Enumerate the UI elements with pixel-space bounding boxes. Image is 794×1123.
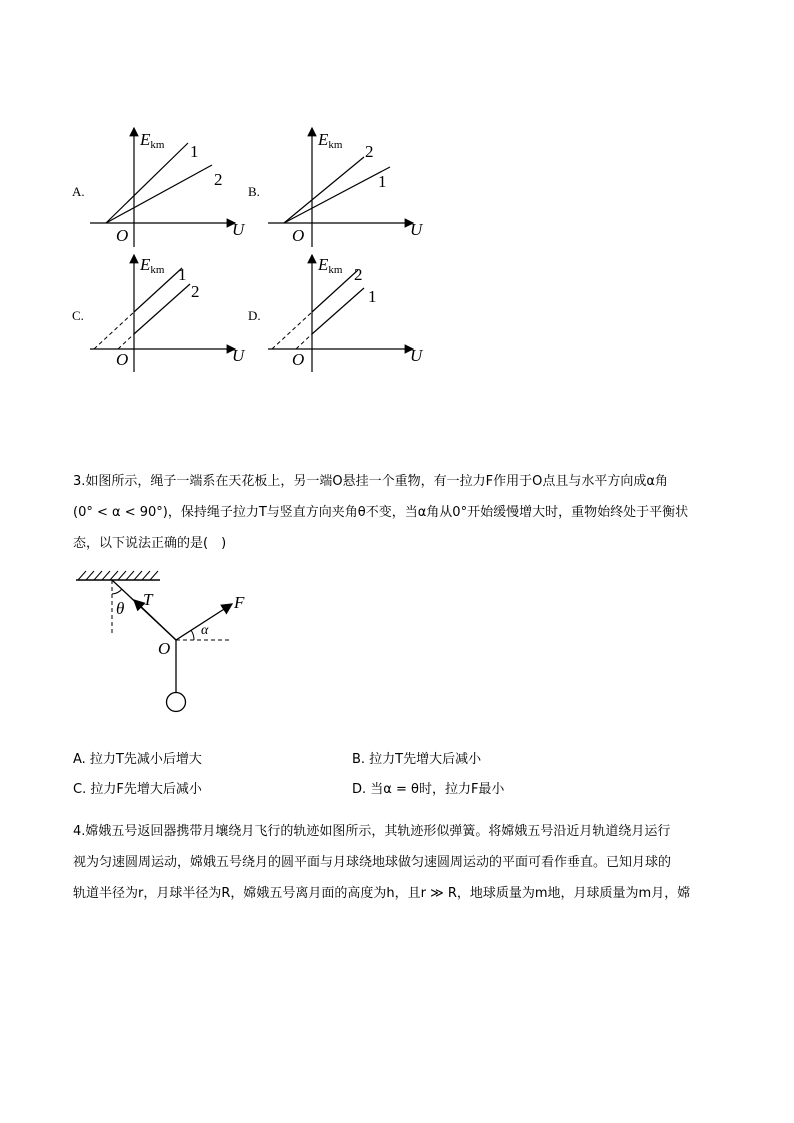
alpha-label: α [201, 623, 209, 638]
weight [167, 693, 186, 712]
q3-option-d[interactable]: D. 当α = θ时，拉力F最小 [352, 782, 505, 797]
tension-arrow [134, 600, 176, 640]
line-2 [106, 165, 212, 223]
x-axis-label: U [232, 220, 245, 239]
line-top-label: 2 [365, 142, 374, 161]
theta-label: θ [116, 599, 125, 618]
line-bottom-label: 1 [378, 172, 387, 191]
line-2 [312, 270, 358, 312]
q3-option-b[interactable]: B. 拉力T先增大后减小 [352, 752, 482, 767]
line-top-label: 1 [178, 265, 187, 284]
q3-stem-line-2: (0° < α < 90°)，保持绳子拉力T与竖直方向夹角θ不变，当α角从0°开始缓慢增大时，重物始终处于平衡状 [73, 505, 689, 520]
graph-b [268, 125, 438, 250]
option-b-letter[interactable]: B. [248, 184, 260, 199]
y-axis-label: Ekm [140, 255, 165, 276]
line-bottom-label: 2 [214, 170, 223, 189]
y-axis-label: Ekm [318, 255, 343, 276]
option-c-letter[interactable]: C. [72, 308, 84, 323]
graph-c [90, 252, 260, 372]
q3-force-diagram [72, 568, 252, 718]
line-2 [134, 284, 190, 334]
line-1 [312, 288, 364, 334]
graph-a [90, 125, 260, 250]
alpha-arc [191, 630, 194, 640]
q4-stem-line-1: 4.嫦娥五号返回器携带月壤绕月飞行的轨迹如图所示，其轨迹形似弹簧。将嫦娥五号沿近月轨道绕月运行 [73, 824, 671, 839]
q3-option-c[interactable]: C. 拉力F先增大后减小 [73, 782, 202, 797]
graph-d [268, 252, 438, 372]
tension-label: T [143, 590, 153, 609]
origin-label: O [292, 350, 305, 369]
x-axis-label: U [410, 346, 423, 365]
line-1-extension [296, 334, 312, 349]
line-1 [284, 167, 390, 223]
option-a-letter[interactable]: A. [72, 184, 85, 199]
q4-stem-line-2: 视为匀速圆周运动，嫦娥五号绕月的圆平面与月球绕地球做匀速圆周运动的平面可看作垂直。已知月球的 [73, 855, 672, 870]
q3-stem-line-3: 态，以下说法正确的是( ) [73, 536, 227, 551]
option-d-letter[interactable]: D. [248, 308, 261, 323]
line-top-label: 1 [190, 142, 199, 161]
line-bottom-label: 1 [368, 287, 377, 306]
origin-o-label: O [158, 639, 171, 658]
origin-label: O [116, 226, 129, 245]
origin-label: O [292, 226, 305, 245]
q3-stem-line-1: 3.如图所示，绳子一端系在天花板上，另一端O悬挂一个重物，有一拉力F作用于O点且与水平方向成α角 [73, 474, 668, 489]
line-1-extension [94, 312, 134, 349]
y-axis-label: Ekm [140, 130, 165, 151]
line-top-label: 2 [354, 265, 363, 284]
x-axis-label: U [232, 346, 245, 365]
line-2-extension [272, 312, 312, 349]
q3-option-a[interactable]: A. 拉力T先减小后增大 [73, 752, 202, 767]
line-2-extension [118, 334, 134, 349]
origin-label: O [116, 350, 129, 369]
line-bottom-label: 2 [191, 282, 200, 301]
x-axis-label: U [410, 220, 423, 239]
line-2 [284, 157, 364, 223]
y-axis-label: Ekm [318, 130, 343, 151]
line-1 [106, 143, 188, 223]
q4-stem-line-3: 轨道半径为r，月球半径为R，嫦娥五号离月面的高度为h，且r ≫ R，地球质量为m地，月球质量为m月，嫦 [73, 886, 691, 901]
force-f-label: F [234, 593, 245, 612]
ceiling-hatch [78, 571, 158, 580]
theta-arc [112, 589, 122, 594]
